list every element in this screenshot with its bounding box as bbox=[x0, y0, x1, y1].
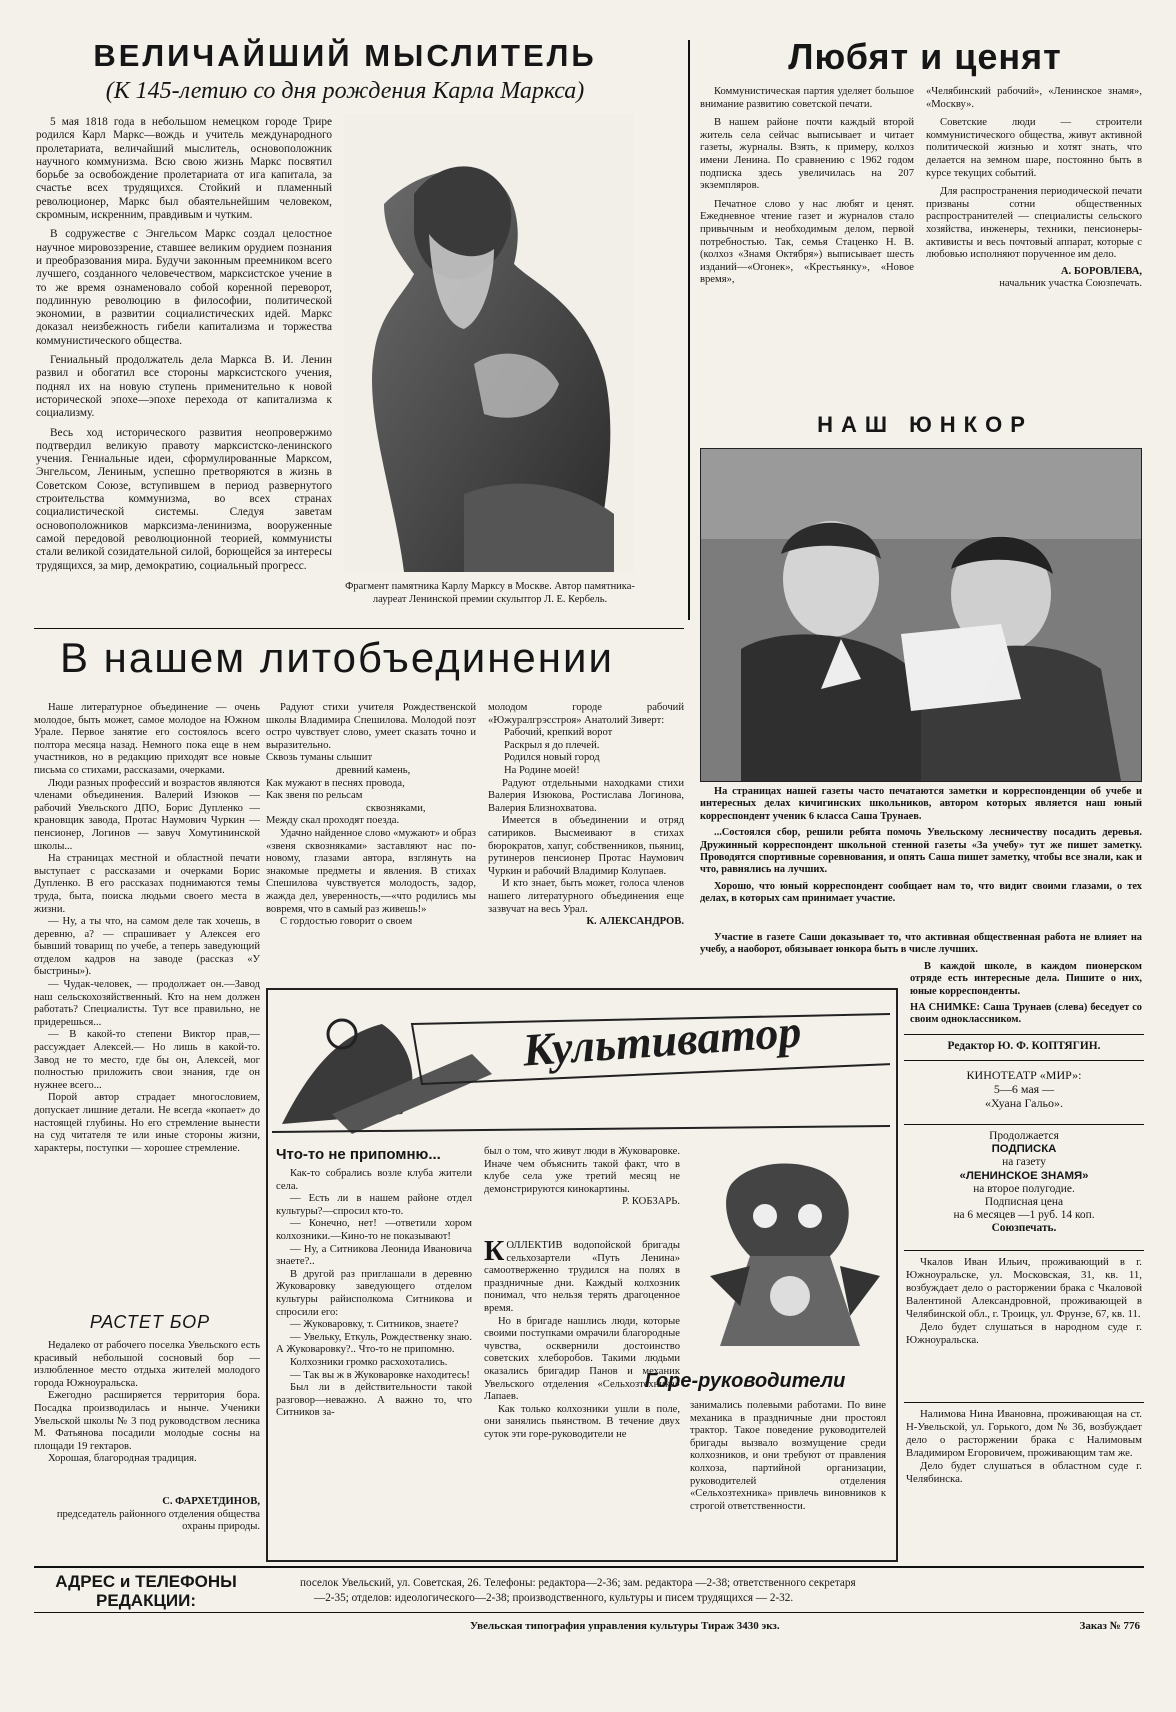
ne-pripomnyu-title: Что-то не припомню... bbox=[276, 1146, 441, 1163]
feuilleton-paragraph: В другой раз приглашали в деревню Жуковаровку заведующего отделом культуры райисполкома Ситникова и спросили его: bbox=[276, 1268, 472, 1318]
ne-pripomnyu-body bbox=[276, 1168, 472, 1552]
lito-paragraph: И кто знает, быть может, голоса членов нашего литературного объединения еще зазвучат на весь Урал. bbox=[488, 878, 684, 915]
bor-signature bbox=[34, 1496, 260, 1534]
editor-line: Редактор Ю. Ф. КОПТЯГИН. bbox=[947, 1040, 1101, 1052]
lito-paragraph: Радуют отдельными находками стихи Валерия Изюкова, Ростислава Логинова, Валерия Близнохватова. bbox=[488, 777, 684, 814]
bor-paragraph: Недалеко от рабочего поселка Увельского есть красивый небольшой сосновый бор — излюбленное место отдыха жителей молодого города Южноуральска. bbox=[34, 1340, 260, 1389]
feuilleton-paragraph: — Так вы ж в Жуковаровке находитесь! bbox=[290, 1369, 470, 1381]
lito-title: В нашем литобъединении bbox=[60, 634, 614, 681]
marx-paragraph: 5 мая 1818 года в небольшом немецком городе Трире родился Карл Маркс—вождь и учитель международного пролетариата, величайший мыслитель, основоположник научного коммунизма. Всю свою жизнь Маркс посвятил борьбе за освобождение пролетариата от ига капитала, за счастье всех трудящихся. Стойкий и пламенный революционер, Маркс был обаятельнейшим человеком, скромным, искренним, правдивым и чутким. bbox=[36, 116, 332, 222]
marx-title: ВЕЛИЧАЙШИЙ МЫСЛИТЕЛЬ bbox=[93, 38, 597, 73]
feuilleton-paragraph: — Ну, а Ситникова Леонида Ивановича знаете?.. bbox=[276, 1243, 472, 1268]
lyubyat-paragraph: Советские люди — строители коммунистического общества, живут активной политической жизнью и хотят знать, что делается на земном шаре, постоянно быть в курсе текущих событий. bbox=[926, 117, 1142, 179]
lito-paragraph: — Ну, а ты что, на самом деле так хочешь, в деревню, а? — спрашивает у Алексея его бывший товарищ по учебе, а теперь заведующий отделом кадров на заводе (рассказ «У быстрины»). bbox=[34, 916, 260, 978]
lito-poem-2 bbox=[488, 727, 684, 777]
notice-paragraph: Дело будет слушаться в областном суде г. Челябинска. bbox=[906, 1460, 1142, 1485]
gore-paragraph-text: ОЛЛЕКТИВ водопойской бригады сельхозартели «Путь Ленина» самоотверженно трудился на полях в праздничные дни. Каждый колхозник понимал, что нельзя терять драгоценное время. bbox=[484, 1240, 680, 1314]
gore-paragraph-1 bbox=[484, 1240, 680, 1316]
lito-mid-col bbox=[266, 702, 476, 982]
subscription-block bbox=[904, 1130, 1144, 1236]
notice-paragraph: Налимова Нина Ивановна, проживающая на ст. Н-Увельской, ул. Горького, дом № 36, возбуждает дело о расторжении брака с Налимовым Владимиром Егоровичем, проживающим там же. bbox=[906, 1408, 1142, 1459]
lyubyat-col2 bbox=[926, 86, 1142, 392]
gore-paragraph: Как только колхозники ушли в поле, они занялись пьянством. В течение двух суток эти горе-руководители не bbox=[484, 1403, 680, 1440]
junkor-title: НАШ ЮНКОР bbox=[817, 412, 1033, 437]
lyubyat-author-role: начальник участка Союзпечать. bbox=[999, 278, 1142, 290]
marx-monument-photo bbox=[344, 114, 634, 572]
junkor-photo bbox=[700, 448, 1142, 782]
feuilleton-paragraph: — Конечно, нет! —ответили хором колхозники.—Кино-то не показывают! bbox=[276, 1218, 472, 1242]
cinema-rule bbox=[904, 1124, 1144, 1125]
cinema-dates: 5—6 мая — bbox=[993, 1082, 1055, 1096]
notice-paragraph: Чкалов Иван Ильич, проживающий в г. Южноуральске, ул. Московская, 31, кв. 11, возбуждает дело о расторжении брака с Чкаловой Валентиной Александровной, проживающей в Челябинской обл., г. Троицк, ул. Фрунзе, 67, кв. 11. bbox=[906, 1256, 1142, 1320]
lito-paragraph: Порой автор страдает многословием, допускает лишние детали. Не всегда «копает» до настоящей глубины. Но его стремление вынести на суд читателя те или иные стороны жизни, характеры, поступки — хорошее стремление. bbox=[34, 1092, 260, 1154]
bor-title: РАСТЕТ БОР bbox=[89, 1312, 211, 1332]
lyubyat-paragraph: Печатное слово у нас любят и ценят. Ежедневное чтение газет и журналов стало привычным и необходимым делом, первой потребностью. Так, семья Стаценко Н. В. (колхоз «Знамя Октября») выписывает шесть изданий—«Огонек», «Крестьянку», «Новое время», bbox=[700, 198, 914, 286]
footer-address-line: —2-35; отделов: идеологического—2-38; производственного, культуры и писем трудящихся — 2-32. bbox=[314, 1592, 794, 1604]
lyubyat-title: Любят и ценят bbox=[788, 36, 1062, 77]
lyubyat-paragraph: В нашем районе почти каждый второй житель села сейчас выписывает и читает газеты, журналы. Взять, к примеру, колхоз имени Ленина. По сравнению с 1962 годом подписка здесь увеличилась на 207 экземпляров. bbox=[700, 117, 914, 192]
lito-paragraph: — Чудак-человек, — продолжает он.—Завод наш сельскохозяйственный. Кто на нем должен работать? Специалисты. Тут все правильно, не придерешься... bbox=[34, 979, 260, 1028]
poem-line: Родился новый город bbox=[504, 752, 600, 764]
junkor-paragraph: В каждой школе, в каждом пионерском отряде есть интересные дела. Пишите о них, юные корреспонденты. bbox=[910, 960, 1142, 997]
lyubyat-col1 bbox=[700, 86, 914, 392]
gore-title: Горе-руководители bbox=[644, 1370, 846, 1392]
feuilleton-paragraph: Был ли в действительности такой разговор—неважно. А важно то, что Ситников за- bbox=[276, 1382, 472, 1419]
photo-note-label: НА СНИМКЕ: bbox=[910, 1002, 981, 1014]
subscription-line: на газету bbox=[1002, 1156, 1046, 1169]
poem-line: сквозняками, bbox=[366, 802, 426, 814]
poem-line: На Родине моей! bbox=[504, 764, 580, 776]
gore-body-left bbox=[484, 1240, 680, 1552]
poem-line: Как мужают в песнях провода, bbox=[266, 777, 405, 789]
lito-paragraph: Имеется в объединении и отряд сатириков. Высмеивают в стихах бюрократов, хапуг, собственников, пьяниц, рутинеров пенсионер Протас Наумович Чуркин и рабочий Владимир Колупаев. bbox=[488, 815, 684, 877]
poem-line: Как звеня по рельсам bbox=[266, 790, 363, 802]
junkor-body bbox=[700, 786, 1142, 932]
printer-line: Увельская типография управления культуры Тираж 3430 экз. bbox=[470, 1620, 780, 1632]
marx-paragraph: В содружестве с Энгельсом Маркс создал целостное научное мировоззрение, ставшее великим орудием познания и преобразования мира. Будучи законным преемником всего лучшего, созданного человечеством, марксистское учение в то же время ознаменовало собой коренной переворот, подлинную революцию в философии, политической экономии, в развитии социалистических идей. Маркс доказал неизбежность гибели капитализма и торжества коммунистического общества. bbox=[36, 228, 332, 347]
subscription-line: ПОДПИСКА bbox=[991, 1143, 1057, 1156]
bor-paragraph: Хорошая, благородная традиция. bbox=[48, 1453, 197, 1465]
marx-monument-image bbox=[344, 114, 634, 572]
kultivator-banner bbox=[272, 994, 890, 1138]
lito-author: К. АЛЕКСАНДРОВ. bbox=[586, 916, 684, 928]
subscription-line: на 6 месяцев —1 руб. 14 коп. bbox=[953, 1209, 1095, 1222]
poem-line: Сквозь туманы слышит bbox=[266, 752, 373, 764]
lyubyat-paragraph: Коммунистическая партия уделяет большое внимание развитию советской печати. bbox=[700, 86, 914, 110]
gore-paragraph: занимались полевыми работами. По вине механика в праздничные дни простоял трактор. Такое поведение руководителей бригады вызвало возмущение среди колхозников, и они требуют от правления колхоза, партийной организации, руководителей отделения «Сельхозтехника» привлечь виновников к строгой ответственности. bbox=[690, 1400, 886, 1512]
gore-body-right bbox=[690, 1400, 886, 1552]
lito-paragraph: — В какой-то степени Виктор прав,— рассуждает Алексей.— Но лишь в какой-то. Завод не то место, где бы он, Алексей, мог полностью приложить свои знания, где он нужнее всего... bbox=[34, 1029, 260, 1091]
marx-article-body bbox=[36, 116, 332, 636]
subscription-line: Продолжается bbox=[989, 1130, 1059, 1142]
lito-left-col bbox=[34, 702, 260, 1282]
lito-poem-1 bbox=[266, 752, 476, 828]
cinema-block bbox=[904, 1068, 1144, 1110]
junkor-paragraph: Хорошо, что юный корреспондент сообщает нам то, что видит своими глазами, о тех делах, в которых сам принимает участие. bbox=[700, 880, 1142, 905]
footer-label-line: АДРЕС и ТЕЛЕФОНЫ bbox=[55, 1572, 237, 1591]
poem-line: Между скал проходят поезда. bbox=[266, 815, 400, 827]
subscription-line: на второе полугодие. bbox=[973, 1182, 1075, 1195]
editor-rule bbox=[904, 1034, 1144, 1035]
bor-paragraph: Ежегодно расширяется территория бора. Посадка производилась и нынче. Ученики Увельской школы № 3 под руководством лесника М. Фатьянова посадили молодые сосны на площади 19 гектаров. bbox=[34, 1390, 260, 1452]
marx-subtitle: (К 145-летию со дня рождения Карла Маркса) bbox=[105, 78, 585, 104]
bor-body bbox=[34, 1340, 260, 1494]
kultivator-title: Культиватор bbox=[521, 1005, 803, 1076]
cinema-film: «Хуана Гальо». bbox=[984, 1096, 1064, 1110]
feuilleton-paragraph: Колхозники громко расхохотались. bbox=[290, 1356, 448, 1368]
footer-label bbox=[36, 1572, 256, 1610]
feuilleton-paragraph: Как-то собрались возле клуба жители села. bbox=[276, 1168, 472, 1192]
subscription-line: «ЛЕНИНСКОЕ ЗНАМЯ» bbox=[959, 1169, 1089, 1182]
bor-author-role: председатель районного отделения общества охраны природы. bbox=[56, 1508, 260, 1533]
junkor-paragraph: На страницах нашей газеты часто печатаются заметки и корреспонденции об учебе и интересных делах кичигинских школьников, автором которых является наш юный корреспондент ученик 6 класса Саша Трунаев. bbox=[700, 786, 1142, 822]
subscription-line: Подписная цена bbox=[984, 1196, 1064, 1209]
photo-note-text: Саша Трунаев (слева) беседует со своим одноклассником. bbox=[910, 1002, 1142, 1026]
subscription-line: Союзпечать. bbox=[991, 1222, 1057, 1235]
junkor-image bbox=[701, 449, 1141, 781]
footer-address-line: поселок Увельский, ул. Советская, 26. Телефоны: редактора—2-36; зам. редактора —2-38; ответственного секретаря bbox=[300, 1577, 856, 1589]
subscription-rule bbox=[904, 1250, 1144, 1251]
footer-address bbox=[300, 1576, 1140, 1606]
junkor-paragraph: ...Состоялся сбор, решили ребята помочь Увельскому лесничеству посадить деревья. Дружинный корреспондент школьной стенной газеты «За учебу» тут же пишет заметку. Проводятся спортивные соревнования, и опять Саша пишет заметку, чтобы все знали, как и что, равнялись на лучших. bbox=[700, 827, 1142, 876]
lito-paragraph: На страницах местной и областной печати выступает с рассказами и очерками Борис Дупленко. В его рассказах поднимаются темы труда, быта, поиска людьми своего места в жизни. bbox=[34, 853, 260, 915]
lito-paragraph: С гордостью говорит о своем bbox=[280, 916, 413, 928]
footer-rule bbox=[34, 1566, 1144, 1568]
lyubyat-paragraph: «Челябинский рабочий», «Ленинское знамя», «Москву». bbox=[926, 86, 1142, 110]
junkor-paragraph: Участие в газете Саши доказывает то, что активная общественная работа не влияет на учебу, а наоборот, обязывает юнкора быть в числе лучших. bbox=[700, 932, 1142, 956]
gore-illustration bbox=[690, 1146, 886, 1364]
poem-line: Рабочий, крепкий ворот bbox=[504, 727, 613, 739]
notice-paragraph: Дело будет слушаться в народном суде г. Южноуральска. bbox=[906, 1321, 1142, 1346]
lito-right-col bbox=[488, 702, 684, 982]
lyubyat-paragraph: Для распространения периодической печати призваны сотни общественных распространителей — специалисты сельского хозяйства, инженеры, техники, пенсионеры-активисты и весь почтовый аппарат, которые с любовью исполняют порученное им дело. bbox=[926, 186, 1142, 261]
feuilleton-paragraph: был о том, что живут люди в Жуковаровке. Иначе чем объяснить такой факт, что в клубе села уже третий месяц не демонстрируются кинокартины. bbox=[484, 1146, 680, 1195]
order-number: Заказ № 776 bbox=[1079, 1620, 1140, 1632]
gore-caricature bbox=[690, 1146, 886, 1364]
lito-paragraph: Люди разных профессий и возрастов являются членами объединения. Валерий Изюков — рабочий Увельского ДПО, Борис Дупленко — крановщик завода, Протас Наумович Чуркин — пенсионер, Логинов — завуч Хомутининской школы... bbox=[34, 777, 260, 852]
gore-dropcap: К bbox=[484, 1240, 505, 1267]
marx-paragraph: Весь ход исторического развития неопровержимо подтвердил великую правоту марксистско-ленинского учения. Гениальные идеи, сформулированные Марксом, Энгельсом, Лениным, успешно претворяются в жизнь в Советском Союзе, вступившем в период развернутого строительства коммунизма, во всех странах социалистической системы. Следуя заветам основоположников марксизма-ленинизма, вооруженные самой передовой революционной теорией, коммунисты стали великой созидательной силой, борющейся за интересы трудящихся, за мир, демократию, социальный прогресс. bbox=[36, 426, 332, 572]
feuilleton-paragraph: — Жуковаровку, т. Ситников, знаете? bbox=[290, 1319, 459, 1331]
bor-author: С. ФАРХЕТДИНОВ, bbox=[162, 1496, 260, 1507]
cinema-name: КИНОТЕАТР «МИР»: bbox=[966, 1068, 1082, 1082]
lito-paragraph: Удачно найденное слово «мужают» и образ «звеня сквозняками» заставляют нас по-новому, глазами автора, взглянуть на знакомые предметы и явления. В стихах Спешилова чувствуется молодость, задор, жажда дел, уверенность,—«что родились мы вовремя, что в самый раз живешь!» bbox=[266, 827, 476, 915]
lito-paragraph: Радуют стихи учителя Рождественской школы Владимира Спешилова. Молодой поэт остро чувствует слово, умеет сказать точно и выразительно. bbox=[266, 702, 476, 751]
divorce-notice-1 bbox=[906, 1256, 1142, 1396]
poem-line: древний камень, bbox=[336, 764, 411, 776]
gore-paragraph: Но в бригаде нашлись люди, которые своими поступками омрачили благородные чувства, осквернили достоинство советских хлеборобов. Такими людьми оказались бригадир Панов и механик Увельского отделения «Сельхозтехника» Лапаев. bbox=[484, 1315, 680, 1403]
ne-pripomnyu-author: Р. КОБЗАРЬ. bbox=[622, 1196, 680, 1208]
notice-rule bbox=[904, 1402, 1144, 1403]
marx-paragraph: Гениальный продолжатель дела Маркса В. И. Ленин развил и обогатил все стороны марксистского учения, поднял их на новую ступень применительно к новой исторической эпохе—эпохе перехода от капитализма к социализму. bbox=[36, 354, 332, 420]
lyubyat-author: А. БОРОВЛЕВА, bbox=[1060, 265, 1142, 277]
section-rule bbox=[34, 628, 684, 629]
footer-label-line: РЕДАКЦИИ: bbox=[96, 1591, 196, 1610]
poem-line: Раскрыл я до плечей. bbox=[504, 739, 600, 751]
marx-photo-caption: Фрагмент памятника Карлу Марксу в Москве. Автор памятника-лауреат Ленинской премии скульптор Л. Е. Кербель. bbox=[345, 581, 635, 605]
editor-rule-bottom bbox=[904, 1060, 1144, 1061]
lito-paragraph: Наше литературное объединение — очень молодое, быть может, самое молодое на Южном Урале. Первое занятие его состоялось всего полтора месяца назад. Немного пока еще в нем участников, но в редакцию приходят все новые письма со стихами, рассказами, очерками. bbox=[34, 702, 260, 776]
divorce-notice-2 bbox=[906, 1408, 1142, 1520]
column-rule bbox=[688, 40, 690, 620]
footer-rule-bottom bbox=[34, 1612, 1144, 1613]
lito-paragraph: молодом городе рабочий «Южуралгрэсстроя» Анатолий Зиверт: bbox=[488, 702, 684, 726]
feuilleton-paragraph: — Увельку, Еткуль, Рождественку знаю. А Жуковаровку?.. Что-то не припомню. bbox=[276, 1331, 472, 1356]
feuilleton-paragraph: — Есть ли в нашем районе отдел культуры?—спросил кто-то. bbox=[276, 1193, 472, 1217]
ne-pripomnyu-cont bbox=[484, 1146, 680, 1236]
